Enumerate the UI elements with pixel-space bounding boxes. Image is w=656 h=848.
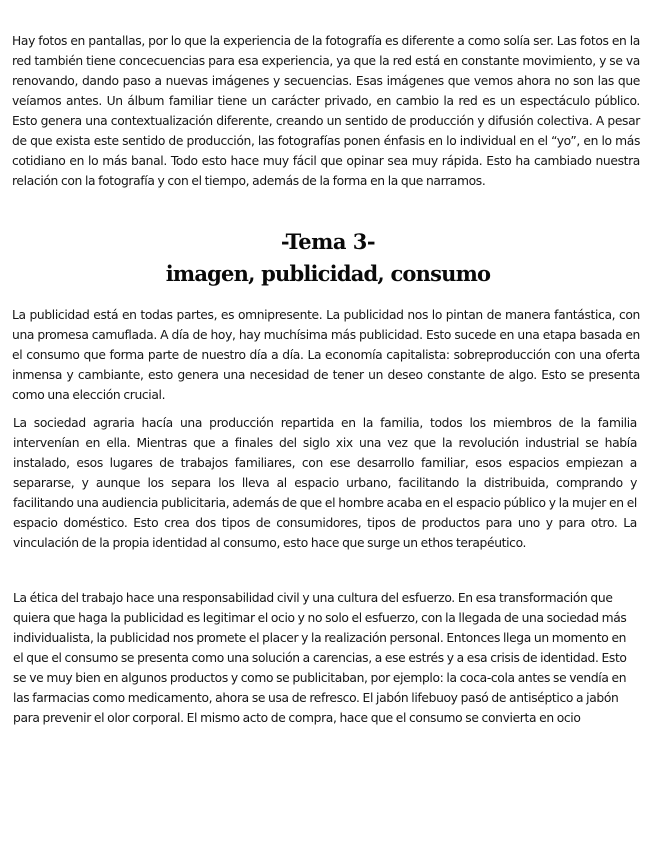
paragraph-sociedad: La sociedad agraria hacía una producción repartida en la familia, todos los miembros de la familia intervenían en ella. Mientras que a finales del siglo xix una vez que la revolución industrial se había instalado, esos lugares de trabajos familiares, con ese desarrollo familiar, esos espacios empiezan a separarse, y aunque los separa los lleva al espacio urbano, facilitando la distribuida, comprando y facilitando una audiencia publicitaria, además de que el hombre acaba en el espacio público y la mujer en el espacio doméstico. Esto crea dos tipos de consumidores, tipos de productos para uno y para otro. La vinculación de la propia identidad al consumo, esto hace que surge un ethos terapéutico. (13, 416, 637, 550)
section-title-heading: imagen, publicidad, consumo (165, 261, 491, 286)
paragraph-publicidad: La publicidad está en todas partes, es omnipresente. La publicidad nos lo pintan de manera fantástica, con una promesa camuflada. A día de hoy, hay muchísima más publicidad. Esto sucede en una etapa basada en el consumo que forma parte de nuestro día a día. La economía capitalista: sobreproducción con una oferta inmensa y cambiante, esto genera una necesidad de tener un deseo constante de algo. Esto se presenta como una elección crucial. (12, 308, 640, 402)
paragraph-intro: Hay fotos en pantallas, por lo que la experiencia de la fotografía es diferente a como solía ser. Las fotos en la red también tiene concecuencias para esa experiencia, ya que la red está en constante movimiento, y se va renovando, dando paso a nuevas imágenes y secuencias. Esas imágenes que vemos ahora no son las que veíamos antes. Un álbum familiar tiene un carácter privado, en cambio la red es un espectáculo público. Esto genera una contextualización diferente, creando un sentido de producción y difusión colectiva. A pesar de que exista este sentido de producción, las fotografías ponen énfasis en lo individual en el “yo”, en lo más cotidiano en lo más banal. Todo esto hace muy fácil que opinar sea muy rápida. Esto ha cambiado nuestra relación con la fotografía y con el tiempo, además de la forma en la que narramos. (12, 34, 640, 188)
section-theme-heading: -Tema 3- (280, 229, 376, 254)
paragraph-etica: La ética del trabajo hace una responsabilidad civil y una cultura del esfuerzo. En esa transformación que quiera que haga la publicidad es legitimar el ocio y no solo el esfuerzo, con la llegada de una sociedad más individualista, la publicidad nos promete el placer y la realización personal. Entonces llega un momento en el que el consumo se presenta como una solución a carencias, a ese estrés y a esa crisis de identidad. Esto se ve muy bien en algunos productos y como se publicitaban, por ejemplo: la coca-cola antes se vendía en las farmacias como medicamento, ahora se usa de refresco. El jabón lifebuoy pasó de antiséptico a jabón para prevenir el olor corporal. El mismo acto de compra, hace que el consumo se convierta en ocio (13, 591, 627, 725)
